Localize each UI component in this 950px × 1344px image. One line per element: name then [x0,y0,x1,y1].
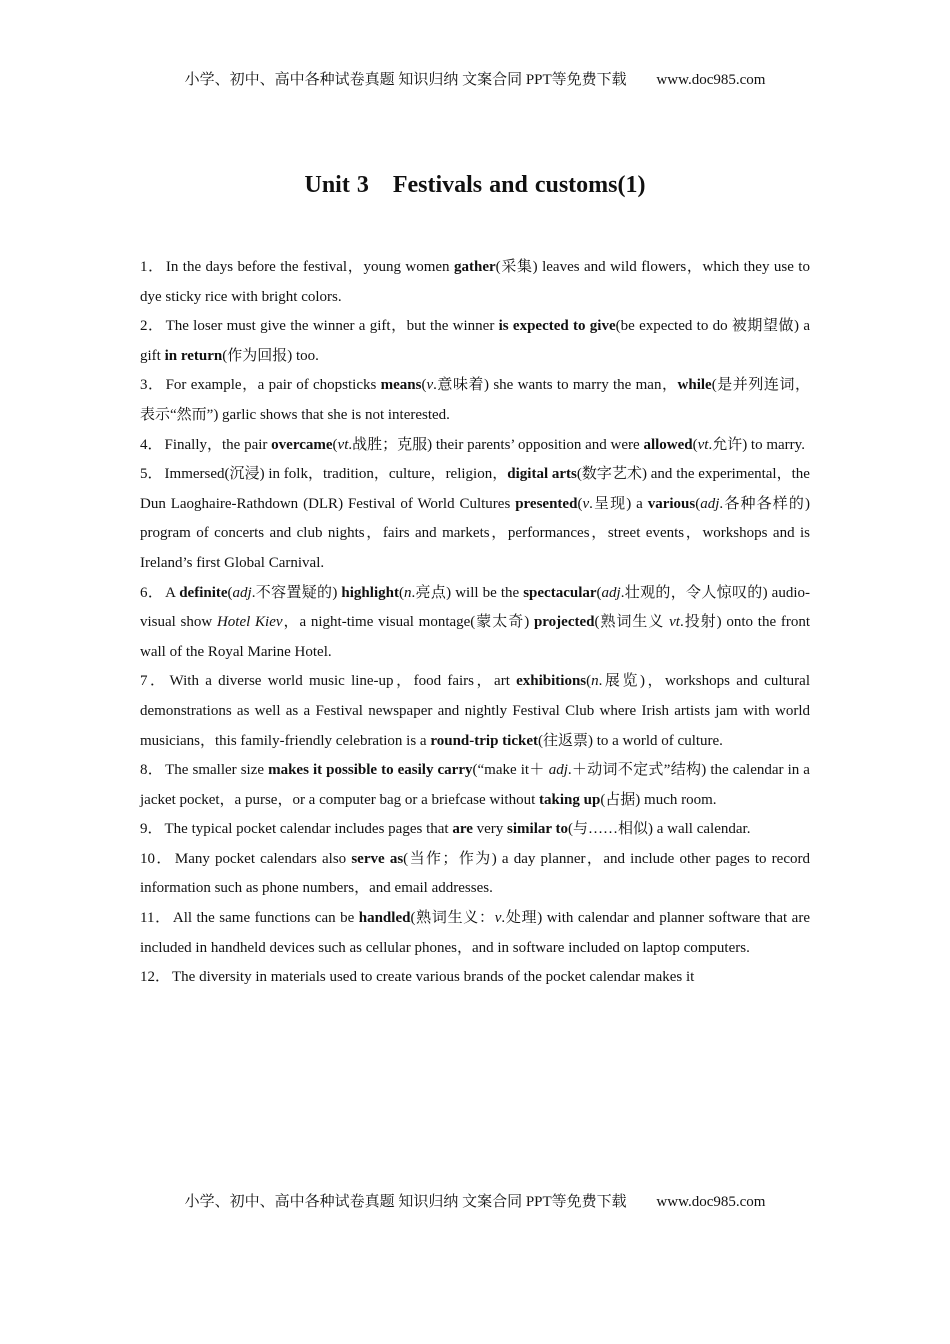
part-of-speech: adj [548,762,568,779]
show-title: Hotel Kiev [216,614,283,631]
sentence-item-11 [140,904,810,963]
item-text: (当作；作为) a day planner，and include other pages to record information such as phone numbers，and email addresses. [140,850,810,897]
item-text: (作为回报) too. [222,347,319,364]
sentence-item-12 [140,963,810,993]
sentence-item-7 [140,667,810,756]
footer-slogan: 小学、初中、高中各种试卷真题 知识归纳 文案合同 PPT等免费下载 [184,1194,627,1210]
part-of-speech: n [591,673,599,690]
key-phrase: highlight [341,584,399,601]
item-text: The loser must give the winner a gift，but the winner [165,318,499,335]
key-phrase: similar to [507,821,568,838]
item-text: The smaller size [165,762,269,779]
sentence-item-6 [140,579,810,668]
part-of-speech: adj [232,584,252,601]
item-text: A [165,584,180,601]
item-number: 10． [140,850,173,867]
key-phrase: allowed [643,436,693,453]
part-of-speech: v [494,910,502,927]
item-number: 9． [140,821,163,838]
sentence-item-10 [140,845,810,904]
item-text: .不容置疑的) [251,584,342,601]
item-text: The typical pocket calendar includes pages that [164,821,453,838]
item-number: 6． [140,584,164,601]
item-text: .＋动词不定式”结构) the calendar in a jacket pocket，a purse，or a computer bag or a briefcase without [140,762,810,808]
item-number: 4． [140,436,163,453]
item-number: 11． [140,910,171,927]
item-text: Many pocket calendars also [174,850,352,867]
part-of-speech: v [426,377,434,394]
sentence-item-1 [140,253,810,312]
item-text: (“make it＋ [472,762,549,779]
sentence-item-2 [140,312,810,371]
key-phrase: various [647,495,696,512]
item-text: The diversity in materials used to create various brands of the pocket calendar makes it [172,969,695,986]
item-number: 8． [140,762,164,779]
item-text: ( [577,495,583,512]
item-text: ( [692,436,698,453]
item-text: very [472,821,508,838]
sentence-list [140,253,810,993]
item-text: (往返票) to a world of culture. [537,732,723,749]
item-text: .各种各样的) program of concerts and club nights，fairs and markets，performances，street events，workshops and is Ireland’s first Global Carnival. [140,495,811,571]
sentence-item-8 [140,756,810,815]
header-site-url[interactable]: www.doc985.com [656,72,766,88]
item-text: For example，a pair of chopsticks [165,377,381,394]
key-phrase: round-trip ticket [430,732,538,749]
item-number: 12． [140,969,171,986]
key-phrase: is expected to give [498,318,616,335]
key-phrase: spectacular [523,584,597,601]
item-text: (熟词生义： [410,910,495,927]
part-of-speech: adj [700,495,720,512]
item-text: (是并列连词，表示“然而”) garlic shows that she is not interested. [140,377,810,423]
item-number: 7． [140,673,168,690]
key-phrase: projected [533,614,595,631]
page-header [0,68,950,89]
part-of-speech: adj [601,584,621,601]
part-of-speech: n [403,584,412,601]
key-phrase: overcame [271,436,333,453]
item-text: Finally，the pair [164,436,272,453]
header-slogan: 小学、初中、高中各种试卷真题 知识归纳 文案合同 PPT等免费下载 [184,72,627,88]
item-text: All the same functions can be [172,910,359,927]
key-phrase: serve as [351,850,404,867]
item-text: ( [586,673,592,690]
item-text: (数字艺术) and the experimental，the Dun Laoghaire-Rathdown (DLR) Festival of World Cultures [140,466,810,512]
item-number: 3． [140,377,164,394]
item-text: .投射) onto the front wall of the Royal Marine Hotel. [140,614,810,660]
item-text: ，a night-time visual montage(蒙太奇) [282,614,534,631]
sentence-item-4 [140,431,810,461]
key-phrase: taking up [539,791,601,808]
item-text: (熟词生义 [594,614,670,631]
key-phrase: presented [515,495,578,512]
key-phrase: means [380,377,422,394]
item-text: (与……相似) a wall calendar. [568,821,751,838]
sentence-item-3 [140,371,810,430]
sentence-item-9 [140,815,810,845]
item-number: 2． [140,318,164,335]
page-footer [0,1190,950,1211]
item-text: .亮点) will be the [411,584,524,601]
item-text: .展览)，workshops and cultural demonstrations as well as a Festival newspaper and nightly Festival Club where Irish artists jam with world musicians，this family-friendly celebration is a [140,673,810,749]
item-text: .意味着) she wants to marry the man， [433,377,678,394]
item-text: .处理) with calendar and planner software that are included in handheld devices such as cellular phones，and in software included on laptop computers. [140,910,810,956]
item-text: ( [596,584,602,601]
item-text: .允许) to marry. [708,436,805,453]
key-phrase: exhibitions [516,673,587,690]
key-phrase: makes it possible to easily carry [268,762,473,779]
key-phrase: while [677,377,712,394]
key-phrase: digital arts [507,466,577,483]
key-phrase: are [452,821,473,838]
item-number: 5． [140,466,163,483]
part-of-speech: vt [669,614,680,631]
item-text: ( [695,495,701,512]
sentence-item-5 [140,460,810,578]
key-phrase: gather [453,259,496,275]
part-of-speech: vt [697,436,709,453]
item-text: ( [332,436,338,453]
part-of-speech: vt [337,436,349,453]
title-topic: Festivals and customs(1) [392,172,646,198]
item-text: In the days before the festival，young women [165,259,454,275]
item-text: ( [421,377,427,394]
item-text: .壮观的，令人惊叹的) audio-visual show [140,584,810,631]
part-of-speech: v [582,495,590,512]
item-text: (be expected to do 被期望做) a gift [140,318,810,364]
item-text: .战胜；克服) their parents’ opposition and were [348,436,644,453]
key-phrase: definite [179,584,228,601]
item-text: .呈现) a [589,495,648,512]
item-text: With a diverse world music line-up，food fairs，art [169,673,517,690]
key-phrase: handled [358,910,411,927]
page-title [0,172,950,199]
item-text: ( [227,584,233,601]
item-text: (占据) much room. [600,791,717,808]
item-text: ( [398,584,404,601]
item-text: Immersed(沉浸) in folk，tradition，culture，religion， [164,466,508,483]
key-phrase: in return [164,347,223,364]
item-text: (采集) leaves and wild flowers，which they use to dye sticky rice with bright colors. [140,259,810,305]
item-number: 1． [140,259,164,275]
title-unit: Unit 3 [304,172,369,198]
footer-site-url[interactable]: www.doc985.com [656,1194,766,1210]
